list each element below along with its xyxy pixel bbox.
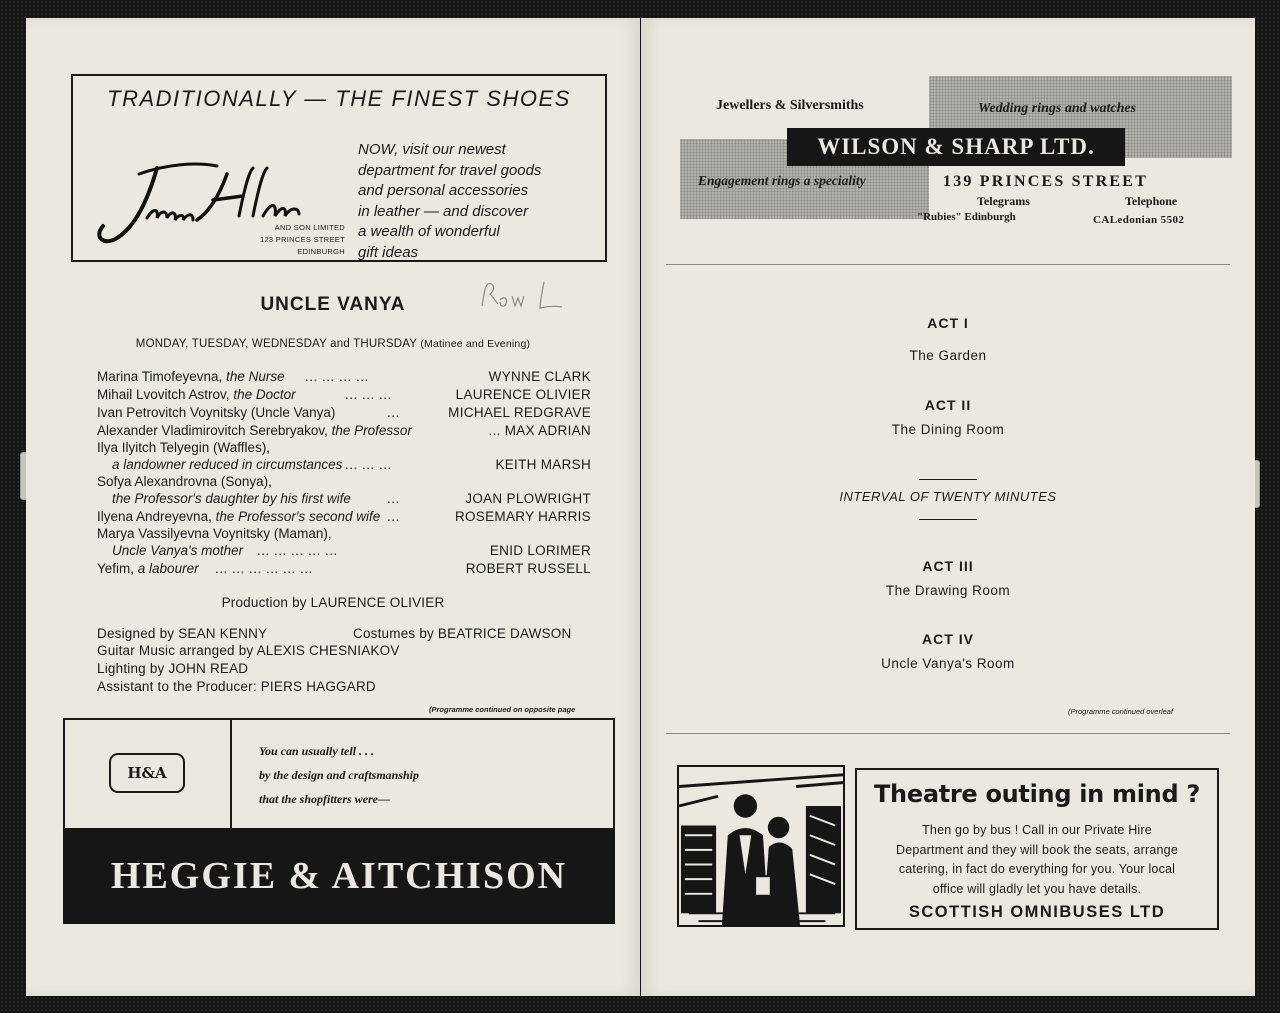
ja-copy <box>358 140 598 263</box>
cast-role: Sofya Alexandrovna (Sonya), <box>97 474 272 489</box>
cast-role: Ilya Ilyitch Telyegin (Waffles), <box>97 440 271 455</box>
divider-rule <box>666 264 1230 265</box>
ja-copy-line: a wealth of wonderful <box>358 223 500 240</box>
ws-jewellers: Jewellers & Silversmiths <box>716 98 864 113</box>
ja-copy-line: department for travel goods <box>358 161 542 179</box>
ja-copy-line: gift ideas <box>358 243 419 261</box>
omnibus-ad <box>855 768 1219 930</box>
cast-leader-dots: ... ... ... ... ... <box>257 543 338 558</box>
ha-divider <box>230 720 232 828</box>
ha-copy-line: by the design and craftsmanship <box>259 768 420 782</box>
act-title: ACT I <box>927 315 969 331</box>
ja-copy-line: NOW, visit our newest <box>358 141 506 158</box>
ws-telephone: CALedonian 5502 <box>1093 214 1185 226</box>
act-title: ACT III <box>922 558 974 574</box>
so-headline: Theatre outing in mind ? <box>873 780 1200 808</box>
cast-role-desc: the Doctor <box>229 387 296 402</box>
cast-row <box>97 386 591 404</box>
ja-copy-line: and personal accessories <box>358 182 529 199</box>
cast-role: Ivan Petrovitch Voynitsky (Uncle Vanya) <box>97 405 336 420</box>
ws-name-banner: WILSON & SHARP LTD. <box>787 128 1125 166</box>
so-company: SCOTTISH OMNIBUSES LTD <box>908 903 1166 921</box>
costumes-credit: Costumes by BEATRICE DAWSON <box>353 626 572 641</box>
cast-actor: WYNNE CLARK <box>488 369 591 384</box>
act-scene: The Dining Room <box>891 422 1005 437</box>
play-title: UNCLE VANYA <box>260 294 406 315</box>
cast-role-desc: Uncle Vanya's mother <box>112 543 244 558</box>
divider-rule <box>666 733 1230 734</box>
ws-telegrams-label: Telegrams <box>977 194 1030 208</box>
pencil-annotation <box>478 276 588 316</box>
cast-role-desc: a labourer <box>134 561 199 576</box>
cast-row <box>97 473 591 491</box>
cast-role: Yefim, <box>97 561 135 576</box>
cast-row <box>97 368 591 386</box>
assistant-credit: Assistant to the Producer: PIERS HAGGARD <box>97 679 376 694</box>
interval-rule <box>919 479 977 480</box>
guitar-credit: Guitar Music arranged by ALEXIS CHESNIAKOV <box>97 643 400 658</box>
cast-role: Alexander Vladimirovitch Serebryakov, <box>97 423 328 438</box>
ja-address-line: EDINBURGH <box>297 247 345 256</box>
interval-rule <box>919 519 977 520</box>
ha-name-banner: HEGGIE & AITCHISON <box>63 828 615 924</box>
ja-address <box>245 222 345 258</box>
ha-copy-line: You can usually tell . . . <box>259 744 375 758</box>
cast-role-desc: the Professor <box>327 423 412 438</box>
continued-note: (Programme continued overleaf <box>1068 707 1174 716</box>
cast-actor: ROBERT RUSSELL <box>465 561 591 576</box>
act-scene: The Garden <box>909 348 987 363</box>
schedule-note: (Matinee and Evening) <box>420 338 531 350</box>
cast-role: Mihail Lvovitch Astrov, <box>97 387 230 402</box>
lighting-credit: Lighting by JOHN READ <box>97 661 249 676</box>
cast-actor: ROSEMARY HARRIS <box>454 509 591 524</box>
cast-role: Marina Timofeyevna, <box>97 369 223 384</box>
cast-leader-dots: ... ... ... ... ... ... <box>215 561 313 576</box>
schedule-days: MONDAY, TUESDAY, WEDNESDAY and THURSDAY <box>135 338 417 350</box>
cast-row <box>97 560 591 578</box>
cast-actor: ... MAX ADRIAN <box>488 423 591 438</box>
ws-telephone-label: Telephone <box>1125 194 1178 208</box>
ja-headline: TRADITIONALLY — THE FINEST SHOES <box>107 86 571 111</box>
cast-row <box>97 542 591 560</box>
cast-leader-dots: ... <box>387 491 400 506</box>
cast-actor: KEITH MARSH <box>495 457 591 472</box>
ws-engagement: Engagement rings a speciality <box>698 173 866 188</box>
so-body-line: office will gladly let you have details. <box>932 881 1142 896</box>
cast-actor: JOAN PLOWRIGHT <box>465 491 591 506</box>
act-title: ACT II <box>924 397 972 413</box>
schedule <box>26 338 640 350</box>
ha-logo: H&A <box>109 753 185 793</box>
ha-copy <box>259 739 579 811</box>
cast-leader-dots: ... <box>387 405 400 420</box>
ws-wedding: Wedding rings and watches <box>978 101 1137 116</box>
so-body-line: Then go by bus ! Call in our Private Hire <box>922 823 1152 837</box>
right-page <box>641 18 1255 996</box>
cast-leader-dots: ... ... ... <box>345 387 392 402</box>
ha-ad <box>63 718 615 828</box>
james-allan-ad <box>71 74 607 262</box>
ja-address-line: 123 PRINCES STREET <box>259 235 345 244</box>
so-body <box>861 821 1213 899</box>
interval: INTERVAL OF TWENTY MINUTES <box>839 489 1057 504</box>
cast-role: Marya Vassilyevna Voynitsky (Maman), <box>97 526 332 541</box>
theatre-couple-illustration <box>677 765 845 927</box>
cast-actor: LAURENCE OLIVIER <box>455 387 591 402</box>
cast-leader-dots: ... <box>387 509 400 524</box>
cast-leader-dots: ... ... ... ... <box>305 369 369 384</box>
cast-leader-dots: ... ... ... <box>345 457 392 472</box>
left-page <box>26 18 640 996</box>
act-scene: The Drawing Room <box>885 583 1011 598</box>
ws-address: 139 PRINCES STREET <box>943 173 1148 190</box>
ha-copy-line: that the shopfitters were— <box>259 792 391 806</box>
ws-telegrams: "Rubies" Edinburgh <box>917 211 1016 223</box>
cast-role-desc: a landowner reduced in circumstances <box>112 457 343 472</box>
cast-row <box>97 525 591 543</box>
act-scene: Uncle Vanya's Room <box>881 656 1015 671</box>
cast-role: Ilyena Andreyevna, <box>97 509 212 524</box>
cast-row <box>97 456 591 474</box>
cast-row <box>97 490 591 508</box>
cast-actor: MICHAEL REDGRAVE <box>448 405 591 420</box>
cast-row <box>97 404 591 422</box>
cast-role-desc: the Nurse <box>222 369 285 384</box>
so-body-line: Department and they will book the seats, arrange <box>896 842 1178 857</box>
designer-credit: Designed by SEAN KENNY <box>97 626 268 641</box>
cast-row <box>97 508 591 526</box>
continued-note: (Programme continued on opposite page <box>429 705 576 714</box>
so-body-line: catering, in fact do everything for you. Your local <box>898 862 1176 876</box>
cast-role-desc: the Professor's second wife <box>211 509 381 524</box>
cast-actor: ENID LORIMER <box>489 543 591 558</box>
production-credit: Production by LAURENCE OLIVIER <box>221 595 445 610</box>
cast-row <box>97 422 591 440</box>
cast-role-desc: the Professor's daughter by his first wife <box>112 491 351 506</box>
ja-address-line: AND SON LIMITED <box>274 223 345 232</box>
act-title: ACT IV <box>922 631 974 647</box>
ja-copy-line: in leather — and discover <box>358 202 529 220</box>
cast-row <box>97 439 591 457</box>
